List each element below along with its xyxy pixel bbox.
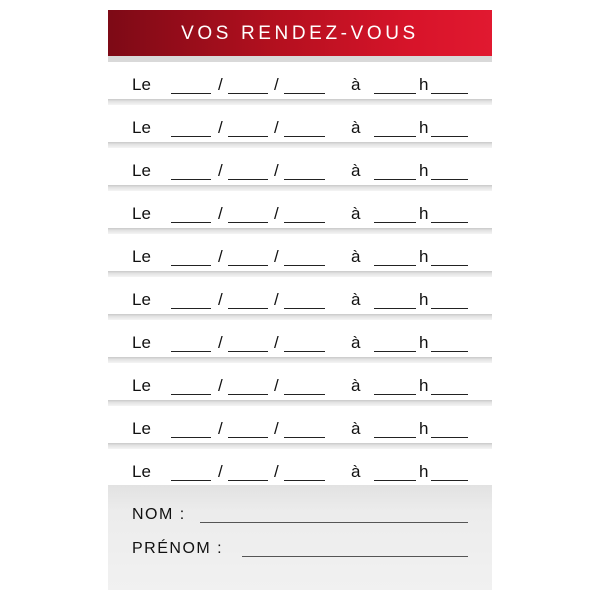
month-field[interactable] — [228, 136, 268, 137]
minute-field[interactable] — [431, 222, 468, 223]
time-prefix-label: à — [351, 161, 361, 180]
date-separator: / — [218, 290, 223, 309]
month-field[interactable] — [228, 437, 268, 438]
appointment-row — [108, 277, 492, 320]
year-field[interactable] — [284, 136, 325, 137]
time-prefix-label: à — [351, 204, 361, 223]
minute-field[interactable] — [431, 480, 468, 481]
card-title: VOS RENDEZ-VOUS — [181, 23, 419, 44]
day-field[interactable] — [171, 394, 211, 395]
appointment-row — [108, 191, 492, 234]
date-prefix-label: Le — [132, 247, 151, 266]
prenom-label: PRÉNOM : — [132, 540, 224, 557]
appointment-row — [108, 320, 492, 363]
hour-unit-label: h — [419, 118, 429, 137]
date-separator: / — [274, 118, 279, 137]
time-prefix-label: à — [351, 247, 361, 266]
minute-field[interactable] — [431, 394, 468, 395]
hour-field[interactable] — [374, 179, 416, 180]
hour-unit-label: h — [419, 204, 429, 223]
hour-field[interactable] — [374, 351, 416, 352]
year-field[interactable] — [284, 222, 325, 223]
day-field[interactable] — [171, 351, 211, 352]
hour-field[interactable] — [374, 222, 416, 223]
appointment-rows — [108, 62, 492, 492]
appointment-card — [108, 10, 492, 590]
minute-field[interactable] — [431, 265, 468, 266]
date-separator: / — [274, 247, 279, 266]
date-prefix-label: Le — [132, 290, 151, 309]
appointment-row — [108, 363, 492, 406]
prenom-field[interactable] — [242, 556, 468, 557]
time-prefix-label: à — [351, 75, 361, 94]
month-field[interactable] — [228, 394, 268, 395]
nom-field[interactable] — [200, 522, 468, 523]
year-field[interactable] — [284, 437, 325, 438]
month-field[interactable] — [228, 265, 268, 266]
date-separator: / — [274, 161, 279, 180]
time-prefix-label: à — [351, 419, 361, 438]
date-separator: / — [274, 462, 279, 481]
date-separator: / — [274, 75, 279, 94]
date-prefix-label: Le — [132, 462, 151, 481]
minute-field[interactable] — [431, 351, 468, 352]
day-field[interactable] — [171, 93, 211, 94]
date-separator: / — [218, 419, 223, 438]
date-separator: / — [218, 376, 223, 395]
year-field[interactable] — [284, 308, 325, 309]
year-field[interactable] — [284, 394, 325, 395]
year-field[interactable] — [284, 93, 325, 94]
day-field[interactable] — [171, 136, 211, 137]
time-prefix-label: à — [351, 462, 361, 481]
date-separator: / — [274, 290, 279, 309]
year-field[interactable] — [284, 265, 325, 266]
month-field[interactable] — [228, 222, 268, 223]
month-field[interactable] — [228, 351, 268, 352]
date-prefix-label: Le — [132, 376, 151, 395]
date-prefix-label: Le — [132, 75, 151, 94]
month-field[interactable] — [228, 480, 268, 481]
hour-field[interactable] — [374, 136, 416, 137]
hour-unit-label: h — [419, 290, 429, 309]
hour-unit-label: h — [419, 419, 429, 438]
time-prefix-label: à — [351, 290, 361, 309]
appointment-row — [108, 148, 492, 191]
hour-field[interactable] — [374, 394, 416, 395]
date-separator: / — [274, 376, 279, 395]
day-field[interactable] — [171, 437, 211, 438]
appointment-row — [108, 62, 492, 105]
month-field[interactable] — [228, 179, 268, 180]
time-prefix-label: à — [351, 376, 361, 395]
date-prefix-label: Le — [132, 118, 151, 137]
hour-unit-label: h — [419, 462, 429, 481]
year-field[interactable] — [284, 179, 325, 180]
minute-field[interactable] — [431, 308, 468, 309]
hour-unit-label: h — [419, 333, 429, 352]
day-field[interactable] — [171, 480, 211, 481]
time-prefix-label: à — [351, 333, 361, 352]
month-field[interactable] — [228, 308, 268, 309]
day-field[interactable] — [171, 308, 211, 309]
appointment-row — [108, 234, 492, 277]
nom-label: NOM : — [132, 506, 186, 523]
date-separator: / — [218, 161, 223, 180]
hour-unit-label: h — [419, 161, 429, 180]
identity-section — [108, 485, 492, 590]
minute-field[interactable] — [431, 93, 468, 94]
hour-unit-label: h — [419, 247, 429, 266]
date-prefix-label: Le — [132, 419, 151, 438]
date-separator: / — [218, 247, 223, 266]
hour-unit-label: h — [419, 376, 429, 395]
date-separator: / — [218, 204, 223, 223]
date-prefix-label: Le — [132, 161, 151, 180]
date-separator: / — [274, 333, 279, 352]
hour-field[interactable] — [374, 93, 416, 94]
date-prefix-label: Le — [132, 204, 151, 223]
day-field[interactable] — [171, 179, 211, 180]
date-separator: / — [218, 118, 223, 137]
appointment-row — [108, 105, 492, 148]
date-separator: / — [274, 419, 279, 438]
day-field[interactable] — [171, 265, 211, 266]
year-field[interactable] — [284, 351, 325, 352]
month-field[interactable] — [228, 93, 268, 94]
appointment-row — [108, 406, 492, 449]
hour-field[interactable] — [374, 437, 416, 438]
hour-unit-label: h — [419, 75, 429, 94]
date-prefix-label: Le — [132, 333, 151, 352]
card-header — [108, 10, 492, 62]
minute-field[interactable] — [431, 136, 468, 137]
time-prefix-label: à — [351, 118, 361, 137]
day-field[interactable] — [171, 222, 211, 223]
year-field[interactable] — [284, 480, 325, 481]
hour-field[interactable] — [374, 265, 416, 266]
date-separator: / — [218, 462, 223, 481]
date-separator: / — [274, 204, 279, 223]
hour-field[interactable] — [374, 308, 416, 309]
hour-field[interactable] — [374, 480, 416, 481]
date-separator: / — [218, 75, 223, 94]
minute-field[interactable] — [431, 437, 468, 438]
date-separator: / — [218, 333, 223, 352]
minute-field[interactable] — [431, 179, 468, 180]
